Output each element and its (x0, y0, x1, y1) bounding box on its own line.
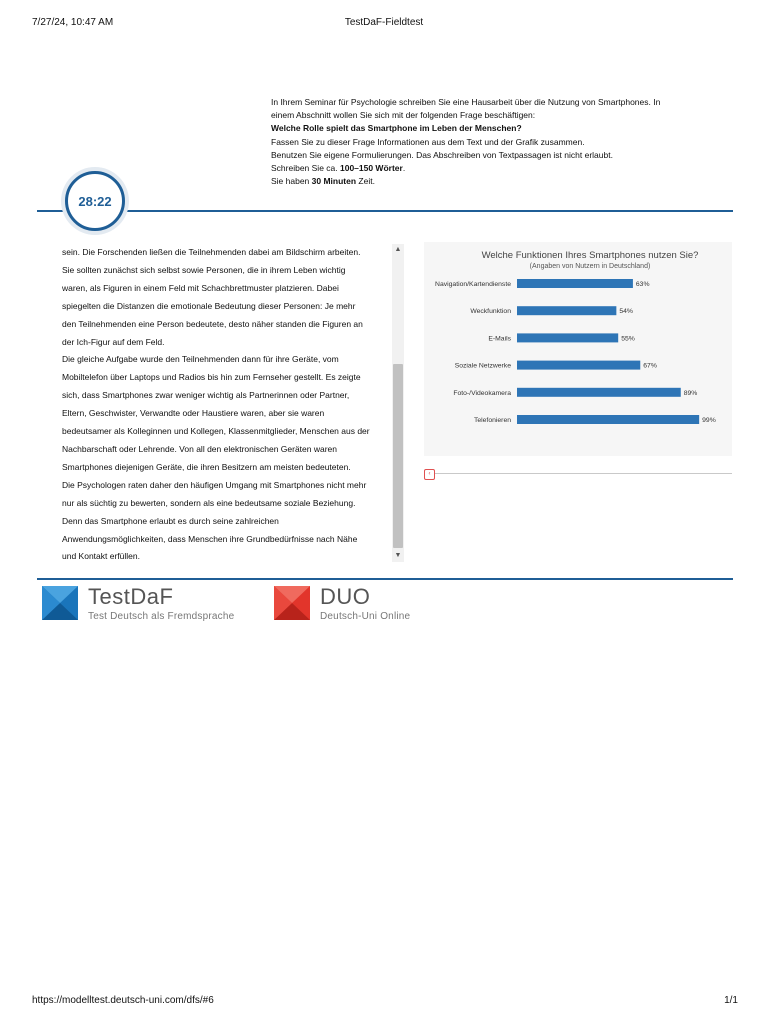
instruction-time-limit: Sie haben 30 Minuten Zeit. (271, 176, 375, 187)
duo-logo (274, 586, 410, 622)
reading-line: Sie sollten zunächst sich selbst sowie Personen, die in ihrem Leben wichtig (62, 264, 346, 275)
reading-line: waren, als Figuren in einem Feld mit Schachbrettmuster platzieren. Dabei (62, 282, 339, 293)
reading-line: spiegelten die Distanzen die emotionale Bedeutung dieser Personen: Je mehr (62, 300, 356, 311)
reading-line: Nachbarschaft oder Lehrende. Von all den elektronischen Geräten waren (62, 443, 338, 454)
scroll-down-arrow-icon[interactable]: ▼ (394, 552, 402, 559)
duo-logo-mark (274, 586, 310, 620)
chart-value-label: 54% (619, 308, 633, 316)
smartphone-functions-chart (424, 242, 732, 456)
chart-category-label: Telefonieren (473, 417, 511, 424)
testdaf-logo-mark (42, 586, 78, 620)
text-scrollbar[interactable] (392, 244, 404, 562)
reading-line: der Ich-Figur auf dem Feld. (62, 336, 165, 347)
testdaf-logo (42, 586, 234, 622)
scroll-up-arrow-icon[interactable]: ▲ (394, 246, 402, 253)
chart-value-label: 63% (635, 281, 650, 288)
reading-line: Eltern, Geschwister, Verwandte oder Haustiere waren, aber sie waren (62, 408, 325, 419)
hscroll-handle[interactable]: ‹ (424, 469, 435, 480)
bar-chart-svg (424, 242, 732, 456)
reading-line: den Teilnehmenden eine Person bedeutete, desto näher standen die Figuren an (62, 318, 363, 329)
reading-line: und Kontakt erfüllen. (62, 551, 140, 562)
chart-horizontal-scrollbar[interactable] (424, 469, 732, 479)
print-url: https://modelltest.deutsch-uni.com/dfs/#6 (32, 995, 214, 1006)
testdaf-logo-name: TestDaF (88, 584, 174, 609)
reading-line: Die Psychologen raten daher den häufigen Umgang mit Smartphones nicht mehr (62, 479, 367, 490)
chart-bar (517, 361, 640, 370)
chart-title: Welche Funktionen Ihres Smartphones nutzen Sie? (481, 250, 699, 261)
testdaf-logo-tagline: Test Deutsch als Fremdsprache (88, 611, 235, 622)
instruction-line: Benutzen Sie eigene Formulierungen. Das Abschreiben von Textpassagen ist nicht erlaubt. (271, 149, 613, 160)
instruction-line: In Ihrem Seminar für Psychologie schreiben Sie eine Hausarbeit über die Nutzung von Smartphones. In (271, 97, 661, 107)
scroll-thumb[interactable] (393, 364, 403, 548)
chart-bar (517, 415, 699, 424)
reading-line: sich, dass Smartphones zwar weniger wichtig als Partnerinnen oder Partner, (62, 390, 350, 401)
chart-subtitle: (Angaben von Nutzern in Deutschland) (529, 263, 651, 270)
chart-category-label: Foto-/Videokamera (453, 389, 511, 397)
hscroll-track (424, 473, 732, 474)
reading-line: Die gleiche Aufgabe wurde den Teilnehmenden dann für ihre Geräte, vom (62, 354, 339, 365)
chart-category-label: Navigation/Kartendienste (435, 281, 511, 288)
print-datetime: 7/27/24, 10:47 AM (32, 17, 114, 28)
chart-category-label: Soziale Netzwerke (454, 362, 511, 370)
chart-category-label: Weckfunktion (470, 308, 511, 316)
chart-bar (517, 279, 633, 288)
reading-line: Smartphones diejenigen Geräte, die ihren Besitzern am meisten bedeuteten. (62, 461, 351, 472)
instruction-line: Fassen Sie zu dieser Frage Informationen aus dem Text und der Grafik zusammen. (271, 136, 585, 147)
countdown-timer (61, 167, 129, 235)
reading-line: nur als süchtig zu bewerten, sondern als eine bedeutsame soziale Beziehung. (62, 497, 356, 508)
reading-line: bedeutsamer als Kolleginnen und Kollegen, Klassenmitglieder, Menschen aus der (62, 426, 370, 437)
chart-value-label: 55% (621, 335, 635, 343)
reading-line: Mobiltelefon über Laptops und Radios bis hin zum Fernseher gestellt. Es zeigte (62, 372, 361, 383)
instruction-line: einem Abschnitt wollen Sie sich mit der folgenden Frage beschäftigen: (271, 110, 536, 121)
reading-line: sein. Die Forschenden ließen die Teilnehmenden dabei am Bildschirm arbeiten. (62, 247, 361, 257)
reading-line: Anwendungsmöglichkeiten, dass Menschen ihre Grundbedürfnisse nach Nähe (62, 533, 358, 544)
chart-value-label: 67% (643, 362, 657, 370)
task-instructions (271, 96, 711, 188)
duo-logo-tagline: Deutsch-Uni Online (320, 611, 411, 622)
chart-bar (517, 333, 618, 342)
header-divider (37, 210, 733, 212)
chart-value-label: 89% (683, 389, 698, 397)
chart-bar (517, 388, 681, 397)
instruction-word-count: Schreiben Sie ca. 100–150 Wörter. (271, 163, 406, 174)
timer-value: 28:22 (65, 171, 125, 231)
chart-value-label: 99% (702, 417, 716, 424)
print-page-number: 1/1 (724, 995, 738, 1006)
footer-divider (37, 578, 733, 580)
instruction-question: Welche Rolle spielt das Smartphone im Leben der Menschen? (271, 123, 522, 134)
chart-bar (517, 306, 616, 315)
duo-logo-name: DUO (320, 584, 371, 609)
print-page-title: TestDaF-Fieldtest (344, 17, 424, 28)
chart-category-label: E-Mails (488, 335, 511, 343)
reading-line: Denn das Smartphone erlaubt es durch seine zahlreichen (62, 515, 279, 526)
reading-text (62, 244, 390, 566)
